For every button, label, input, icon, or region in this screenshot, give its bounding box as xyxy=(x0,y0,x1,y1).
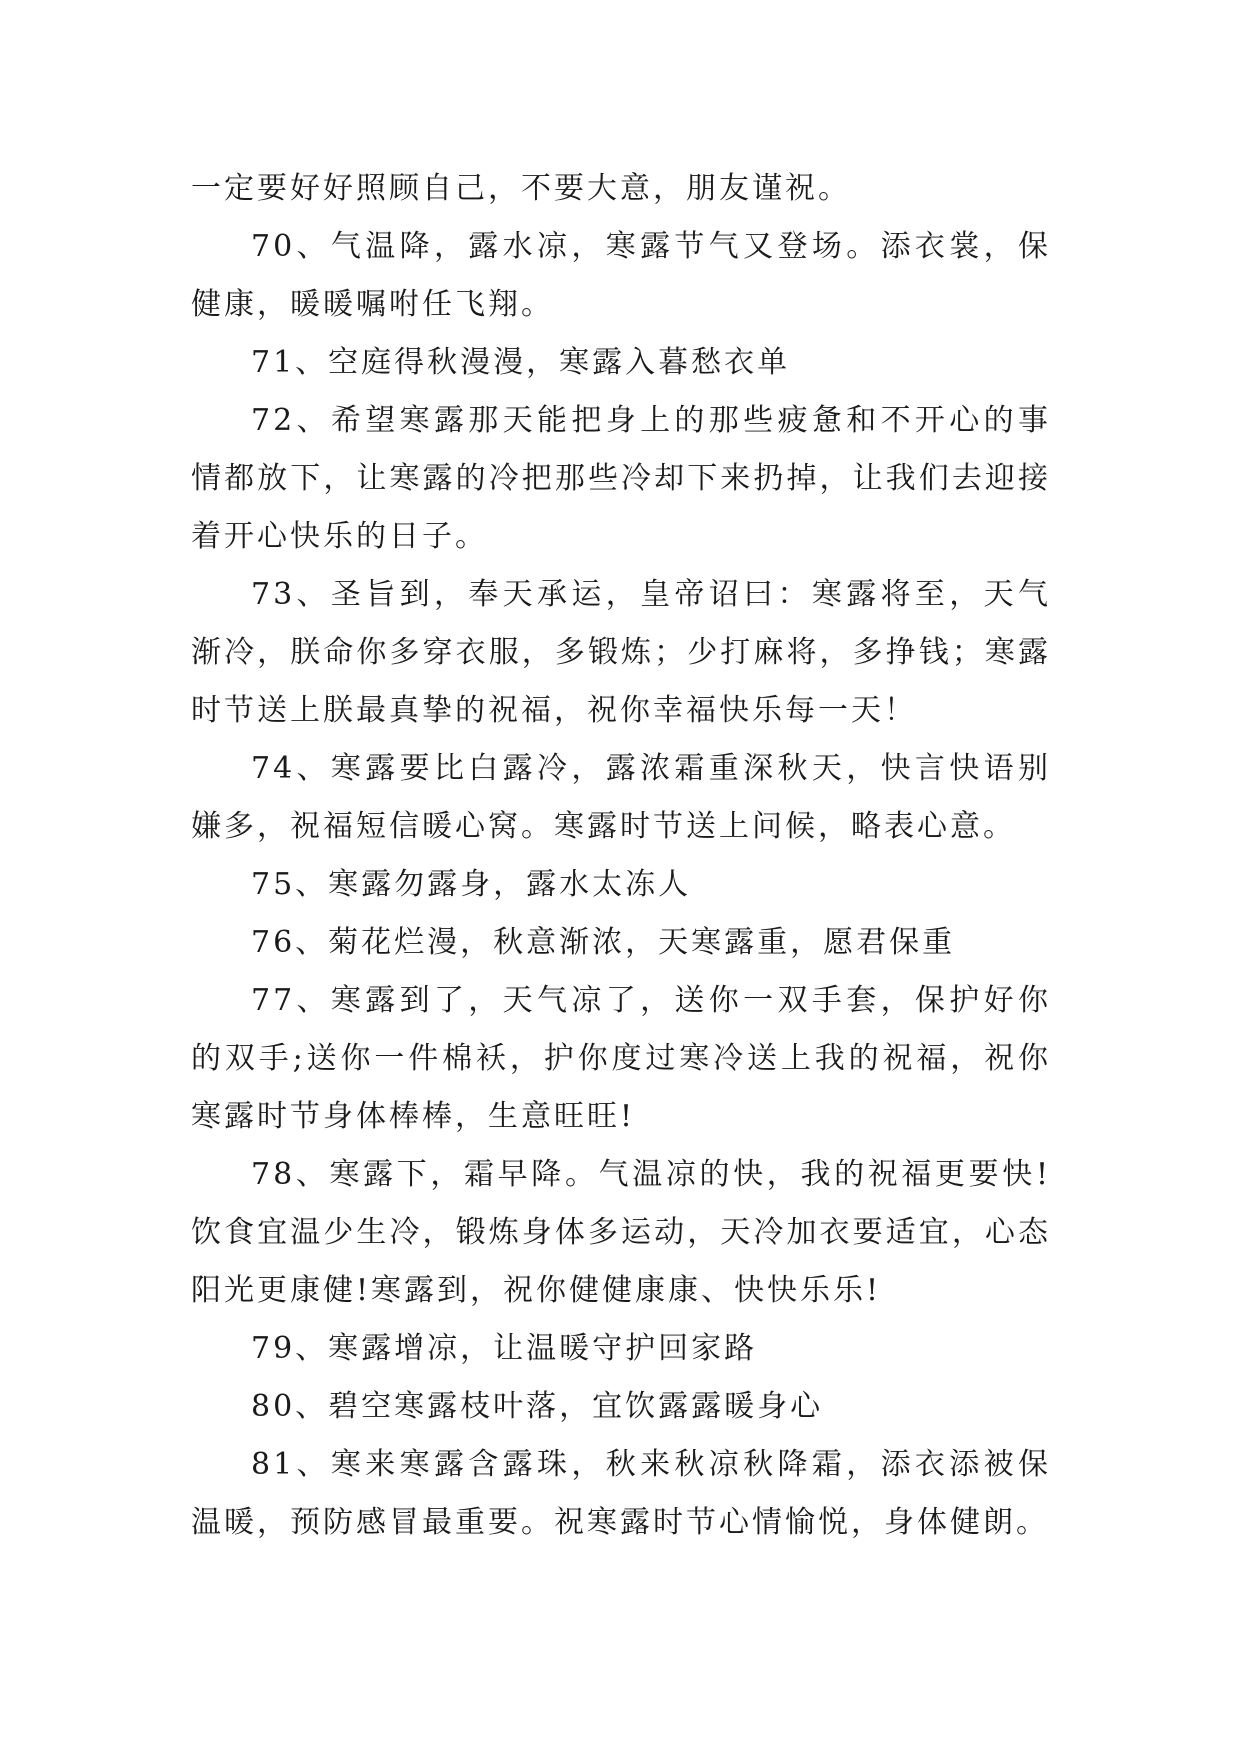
paragraph-item-79: 79、寒露增凉，让温暖守护回家路 xyxy=(251,1331,758,1366)
paragraph-item-73: 73、圣旨到，奉天承运，皇帝诏曰：寒露将至，天气渐冷，朕命你多穿衣服，多锻炼；少打麻将，多挣钱；寒露时节送上朕最真挚的祝福，祝你幸福快乐每一天！ xyxy=(191,577,1051,728)
paragraph-item-76: 76、菊花烂漫，秋意渐浓，天寒露重，愿君保重 xyxy=(251,925,956,960)
paragraph-item-74: 74、寒露要比白露冷，露浓霜重深秋天，快言快语别嫌多，祝福短信暖心窝。寒露时节送上问候，略表心意。 xyxy=(191,751,1051,844)
paragraph-item-80: 80、碧空寒露枝叶落，宜饮露露暖身心 xyxy=(251,1389,824,1424)
paragraph-item-75: 75、寒露勿露身，露水太冻人 xyxy=(251,867,692,902)
paragraph-item-70: 70、气温降，露水凉，寒露节气又登场。添衣裳，保健康，暖暖嘱咐任飞翔。 xyxy=(191,229,1051,322)
paragraph-item-77: 77、寒露到了，天气凉了，送你一双手套，保护好你的双手;送你一件棉袄，护你度过寒冷送上我的祝福，祝你寒露时节身体棒棒，生意旺旺! xyxy=(191,983,1051,1134)
document-body xyxy=(191,160,1051,1552)
paragraph-item-72: 72、希望寒露那天能把身上的那些疲惫和不开心的事情都放下，让寒露的冷把那些冷却下来扔掉，让我们去迎接着开心快乐的日子。 xyxy=(191,403,1051,554)
paragraph-item-81: 81、寒来寒露含露珠，秋来秋凉秋降霜，添衣添被保温暖，预防感冒最重要。祝寒露时节心情愉悦，身体健朗。 xyxy=(191,1447,1051,1540)
paragraph-item-78: 78、寒露下，霜早降。气温凉的快，我的祝福更要快!饮食宜温少生冷，锻炼身体多运动，天冷加衣要适宜，心态阳光更康健!寒露到，祝你健健康康、快快乐乐! xyxy=(191,1157,1051,1308)
paragraph-continuation: 一定要好好照顾自己，不要大意，朋友谨祝。 xyxy=(191,171,851,206)
paragraph-item-71: 71、空庭得秋漫漫，寒露入暮愁衣单 xyxy=(251,345,791,380)
